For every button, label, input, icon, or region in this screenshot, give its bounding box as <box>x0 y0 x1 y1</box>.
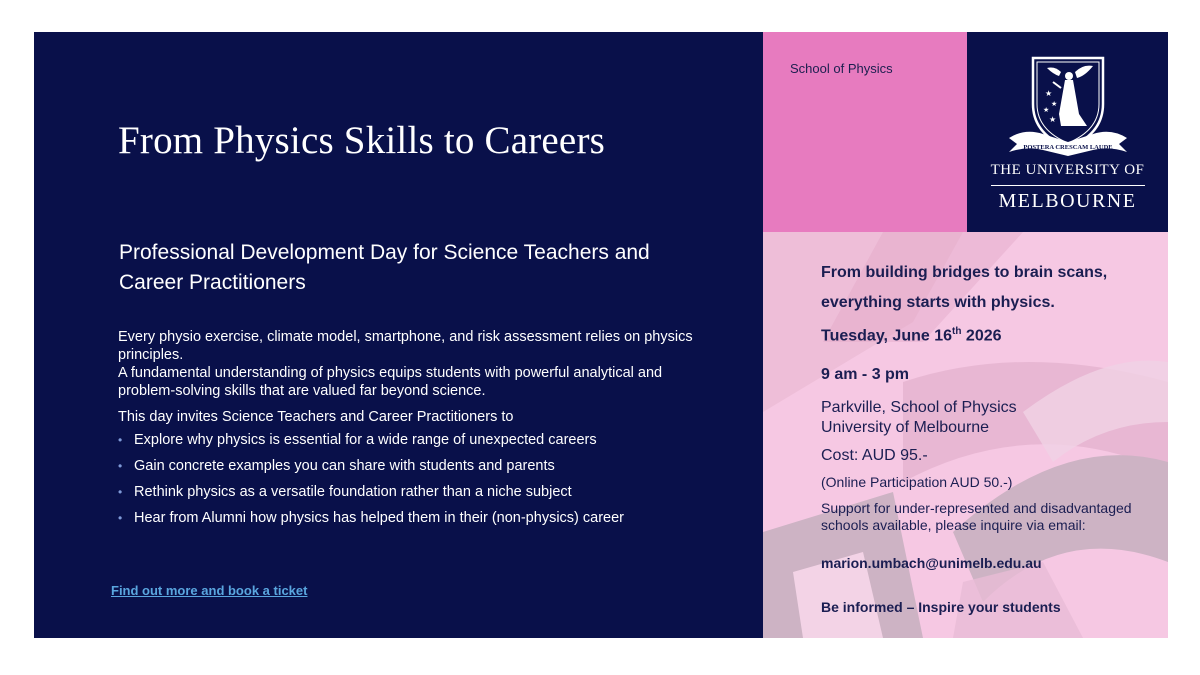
list-item-text: Hear from Alumni how physics has helped them in their (non-physics) career <box>134 510 624 526</box>
description-para-1: Every physio exercise, climate model, smartphone, and risk assessment relies on physics principles. <box>118 329 693 363</box>
school-header <box>763 32 967 232</box>
subtitle: Professional Development Day for Science Teachers and Career Practitioners <box>119 241 650 294</box>
svg-text:★: ★ <box>1049 115 1057 124</box>
svg-text:★: ★ <box>1043 106 1050 114</box>
online-cost: (Online Participation AUD 50.-) <box>821 474 1013 490</box>
main-panel <box>34 32 763 638</box>
event-date-suffix: th <box>952 326 962 337</box>
school-label: School of Physics <box>790 61 893 76</box>
list-item-text: Explore why physics is essential for a wide range of unexpected careers <box>134 432 597 448</box>
university-logo <box>967 32 1168 232</box>
contact-email: marion.umbach@unimelb.edu.au <box>821 555 1042 571</box>
support-note: Support for under-represented and disadvantaged schools available, please inquire via email: <box>821 500 1132 533</box>
list-item <box>118 509 698 535</box>
book-ticket-link[interactable]: Find out more and book a ticket <box>111 583 308 598</box>
event-cost: Cost: AUD 95.- <box>821 447 928 464</box>
closing-tagline: Be informed – Inspire your students <box>821 599 1061 615</box>
university-crest-icon <box>1003 52 1133 160</box>
list-item <box>118 483 698 509</box>
event-location-line-1: Parkville, School of Physics <box>821 399 1017 416</box>
logo-divider <box>991 185 1145 186</box>
event-date <box>821 326 1002 345</box>
event-tagline: From building bridges to brain scans, everything starts with physics. <box>821 264 1108 311</box>
event-date-main: Tuesday, June 16 <box>821 327 953 345</box>
university-name-line-2: MELBOURNE <box>998 190 1137 212</box>
svg-text:★: ★ <box>1051 100 1058 108</box>
motto-text: POSTERA CRESCAM LAUDE <box>1023 144 1113 151</box>
event-date-year: 2026 <box>961 327 1002 345</box>
description-para-2: A fundamental understanding of physics equips students with powerful analytical and problem-solving skills that are valued far beyond science. <box>118 365 663 399</box>
list-item <box>118 431 698 457</box>
event-location <box>821 398 1017 438</box>
svg-text:★: ★ <box>1045 89 1053 98</box>
bullet-icon: • <box>118 511 123 525</box>
bullet-icon: • <box>118 459 123 473</box>
bullet-icon: • <box>118 433 123 447</box>
university-name-line-1: THE UNIVERSITY OF <box>990 162 1145 178</box>
bullet-list <box>118 431 698 535</box>
event-details-panel <box>763 232 1168 638</box>
bullet-icon: • <box>118 485 123 499</box>
flyer <box>34 32 1168 638</box>
event-location-line-2: University of Melbourne <box>821 419 990 436</box>
event-time: 9 am - 3 pm <box>821 366 910 383</box>
list-item <box>118 457 698 483</box>
description <box>118 328 698 535</box>
page-title: From Physics Skills to Careers <box>118 119 606 162</box>
list-item-text: Rethink physics as a versatile foundation rather than a niche subject <box>134 484 572 500</box>
list-item-text: Gain concrete examples you can share with students and parents <box>134 458 555 474</box>
invite-text: This day invites Science Teachers and Career Practitioners to <box>118 409 514 425</box>
